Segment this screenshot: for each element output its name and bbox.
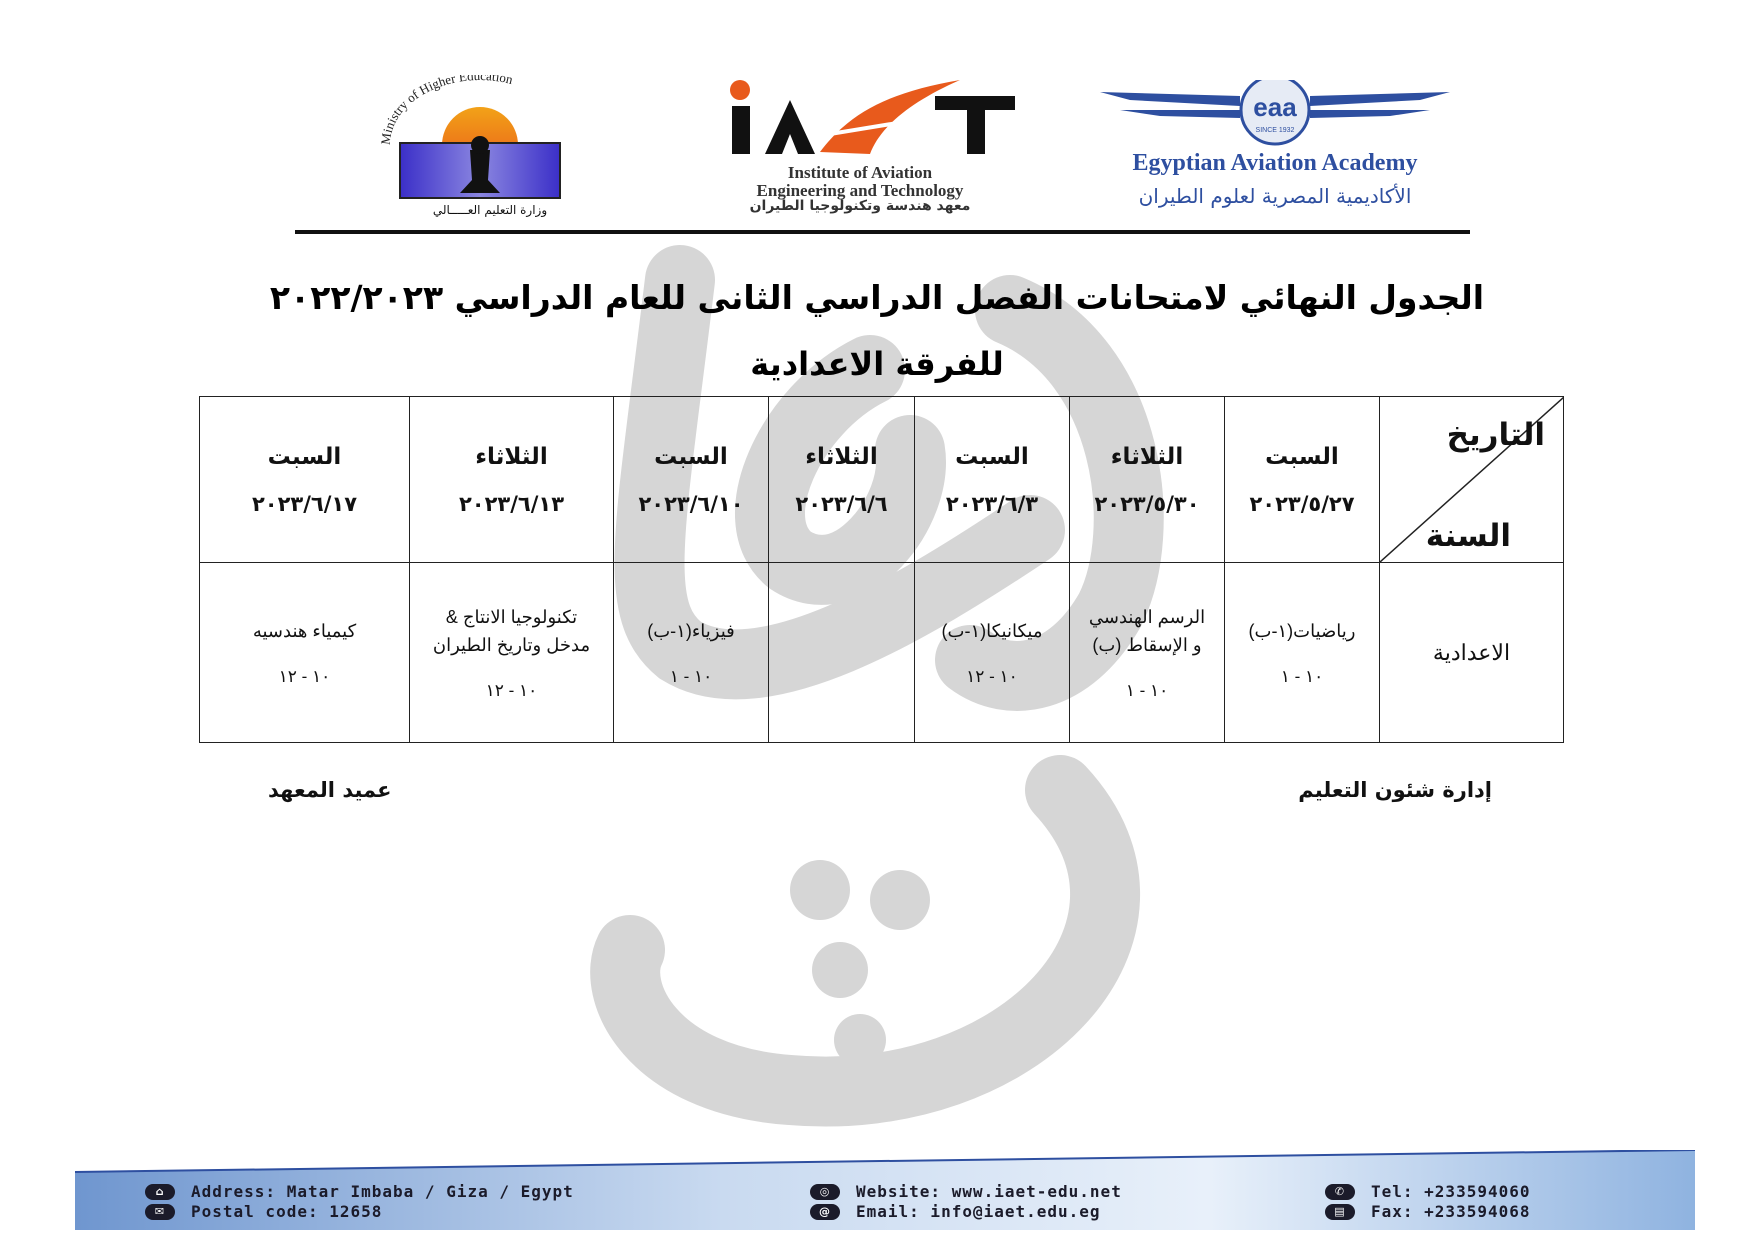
exam-time: ١٠ - ١ <box>1280 667 1324 687</box>
exam-day: السبت <box>654 443 728 470</box>
eaa-name-english: Egyptian Aviation Academy <box>1132 150 1418 176</box>
eaa-mark-text: eaa <box>1253 92 1297 122</box>
exam-day: الثلاثاء <box>805 443 878 470</box>
page-title: الجدول النهائي لامتحانات الفصل الدراسي الثانى للعام الدراسي ٢٠٢٢/٢٠٢٣ <box>269 278 1485 317</box>
eaa-wings-icon <box>1100 80 1450 150</box>
dean-signature: عميد المعهد <box>268 778 392 802</box>
exam-cell <box>410 563 614 743</box>
table-corner-cell <box>1380 397 1564 563</box>
corner-date-label: التاريخ <box>1446 417 1545 453</box>
exam-subject: الرسم الهندسي و الإسقاط (ب) <box>1088 606 1206 655</box>
exam-date: ٢٠٢٣/٦/١٧ <box>251 491 358 516</box>
footer-postal-text: Postal code: 12658 <box>191 1202 383 1221</box>
date-header-cell <box>915 397 1070 563</box>
footer-tel-text: Tel: +233594060 <box>1371 1182 1531 1201</box>
header-divider <box>295 230 1470 234</box>
eaa-since-text: SINCE 1932 <box>1255 127 1295 134</box>
iaet-mark-icon <box>680 72 1040 162</box>
phone-icon: ✆ <box>1325 1184 1355 1200</box>
exam-cell <box>1070 563 1225 743</box>
exam-time: ١٠ - ١٢ <box>966 667 1018 687</box>
footer-email-text: Email: info@iaet.edu.eg <box>856 1202 1101 1221</box>
exam-date: ٢٠٢٣/٦/١٣ <box>458 491 565 516</box>
exam-time: ١٠ - ١٢ <box>485 681 538 701</box>
footer-fax <box>1325 1202 1531 1221</box>
footer-website <box>810 1182 1122 1201</box>
ministry-arc-text: Ministry of Higher Education <box>377 75 515 146</box>
globe-icon: ◎ <box>810 1184 840 1200</box>
exam-day: السبت <box>1265 443 1339 470</box>
iaet-name-line2: Engineering and Technology <box>756 181 964 200</box>
exam-subject: ميكانيكا(١-ب) <box>941 620 1043 641</box>
home-icon: ⌂ <box>145 1184 175 1200</box>
exam-date: ٢٠٢٣/٥/٢٧ <box>1249 491 1355 516</box>
education-affairs-signature: إدارة شئون التعليم <box>1298 778 1492 802</box>
page-footer <box>75 1150 1695 1230</box>
exam-cell <box>1225 563 1380 743</box>
footer-postal <box>145 1202 382 1221</box>
exam-day: السبت <box>267 443 342 470</box>
date-header-cell <box>410 397 614 563</box>
eaa-logo <box>1100 80 1450 220</box>
footer-address <box>145 1182 574 1201</box>
fax-icon: ▤ <box>1325 1204 1355 1220</box>
exam-date: ٢٠٢٣/٦/٦ <box>795 491 888 516</box>
exam-subject: رياضيات(١-ب) <box>1248 620 1356 641</box>
exam-schedule-table <box>199 396 1564 743</box>
exam-cell <box>915 563 1070 743</box>
page-subtitle: للفرقة الاعدادية <box>750 345 1004 383</box>
at-sign-icon: @ <box>810 1204 840 1220</box>
corner-year-label: السنة <box>1425 518 1511 554</box>
footer-address-text: Address: Matar Imbaba / Giza / Egypt <box>191 1182 574 1201</box>
exam-day: الثلاثاء <box>1110 443 1184 470</box>
ministry-arabic-name: وزارة التعليم العـــــالي <box>432 203 548 217</box>
envelope-icon: ✉ <box>145 1204 175 1220</box>
table-header-row <box>200 397 1564 563</box>
table-row <box>200 563 1564 743</box>
eaa-name-arabic: الأكاديمية المصرية لعلوم الطيران <box>1138 184 1412 208</box>
date-header-cell <box>200 397 410 563</box>
exam-date: ٢٠٢٣/٦/١٠ <box>638 491 744 516</box>
exam-cell <box>200 563 410 743</box>
exam-time: ١٠ - ١ <box>669 667 713 687</box>
date-header-cell <box>614 397 769 563</box>
footer-tel <box>1325 1182 1531 1201</box>
exam-date: ٢٠٢٣/٦/٣ <box>945 491 1039 516</box>
date-header-cell <box>1070 397 1225 563</box>
exam-subject: فيزياء(١-ب) <box>647 620 735 641</box>
exam-cell <box>614 563 769 743</box>
exam-time: ١٠ - ١ <box>1125 681 1169 701</box>
exam-day: الثلاثاء <box>475 443 548 470</box>
date-header-cell <box>1225 397 1380 563</box>
footer-fax-text: Fax: +233594068 <box>1371 1202 1531 1221</box>
exam-time: ١٠ - ١٢ <box>278 667 331 687</box>
exam-day: السبت <box>955 443 1029 470</box>
ministry-emblem-icon <box>370 75 590 205</box>
footer-email <box>810 1202 1101 1221</box>
ministry-logo <box>370 75 590 225</box>
footer-website-text: Website: www.iaet-edu.net <box>856 1182 1122 1201</box>
exam-cell <box>769 563 915 743</box>
iaet-name-line1: Institute of Aviation <box>787 163 933 182</box>
exam-date: ٢٠٢٣/٥/٣٠ <box>1094 491 1200 516</box>
year-label-cell: الاعدادية <box>1380 563 1564 743</box>
exam-subject: كيمياء هندسيه <box>252 620 357 641</box>
iaet-name-arabic: معهد هندسة وتكنولوجيا الطيران <box>749 198 971 214</box>
date-header-cell <box>769 397 915 563</box>
exam-subject: تكنولوجيا الانتاج & مدخل وتاريخ الطيران <box>432 606 591 655</box>
iaet-logo <box>680 72 1040 222</box>
